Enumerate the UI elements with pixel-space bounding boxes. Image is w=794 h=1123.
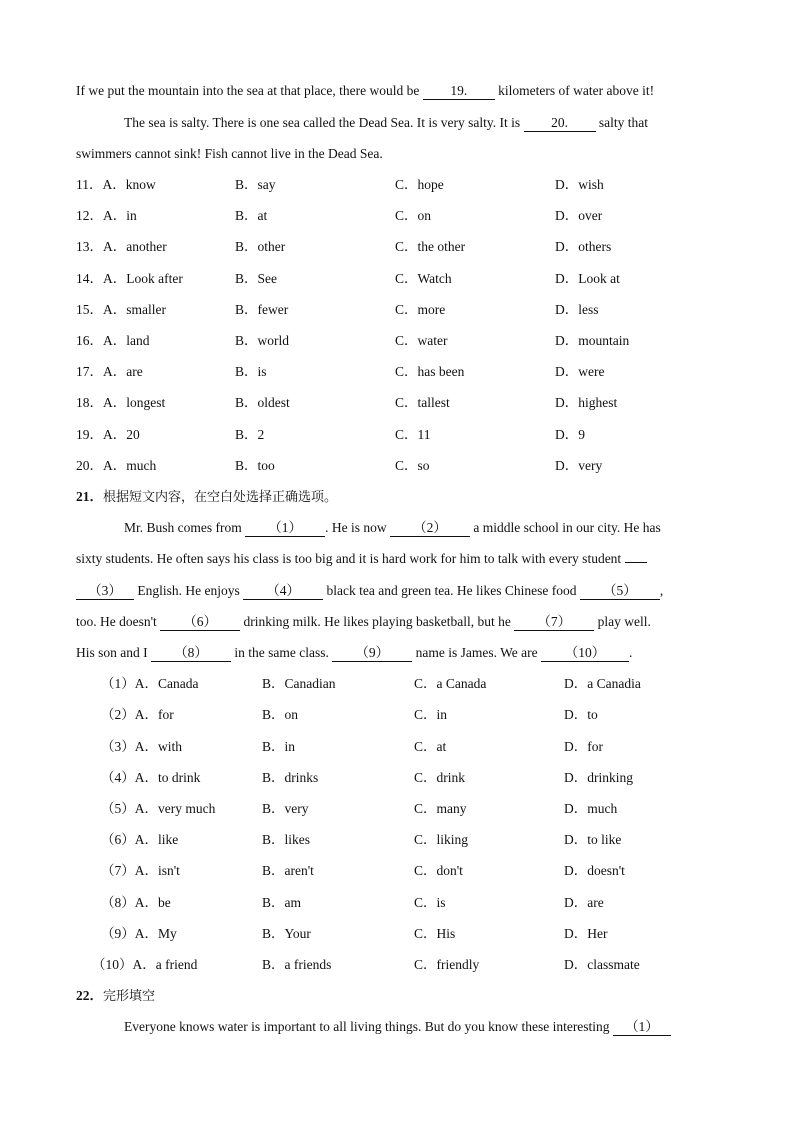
passage-line: swimmers cannot sink! Fish cannot live in the Dead Sea. bbox=[76, 146, 383, 161]
option-a[interactable]: （7）A．isn't bbox=[101, 863, 180, 878]
option-b[interactable]: B．likes bbox=[262, 832, 311, 847]
passage-line bbox=[124, 1018, 671, 1036]
option-d[interactable]: D．wish bbox=[555, 177, 604, 192]
answer-blank-5[interactable]: （5） bbox=[580, 583, 660, 600]
text: English. He enjoys bbox=[137, 583, 240, 598]
option-b[interactable]: B．other bbox=[235, 239, 286, 254]
option-b[interactable]: B．world bbox=[235, 333, 289, 348]
text: play well. bbox=[597, 614, 651, 629]
option-d[interactable]: D．were bbox=[555, 364, 605, 379]
option-a[interactable]: （5）A．very much bbox=[101, 801, 216, 816]
answer-blank-2[interactable]: （2） bbox=[390, 520, 470, 537]
option-c[interactable]: C．water bbox=[395, 333, 448, 348]
option-a[interactable]: （9）A．My bbox=[101, 926, 177, 941]
question-21-heading bbox=[76, 488, 337, 507]
option-d[interactable]: D．less bbox=[555, 302, 599, 317]
option-c[interactable]: C．many bbox=[414, 801, 467, 816]
option-b[interactable]: B．Your bbox=[262, 926, 311, 941]
option-d[interactable]: D．highest bbox=[555, 395, 618, 410]
text: salty that bbox=[598, 115, 648, 130]
question-22-heading bbox=[76, 987, 155, 1006]
option-d[interactable]: D．to like bbox=[564, 832, 622, 847]
option-c[interactable]: C．is bbox=[414, 895, 446, 910]
text: kilometers of water above it! bbox=[498, 83, 655, 98]
answer-blank-20[interactable]: 20. bbox=[524, 115, 596, 132]
option-a[interactable]: （6）A．like bbox=[101, 832, 179, 847]
option-b[interactable]: B．am bbox=[262, 895, 301, 910]
option-d[interactable]: D．for bbox=[564, 739, 603, 754]
answer-blank-9[interactable]: （9） bbox=[332, 645, 412, 662]
option-a[interactable]: 18．A．longest bbox=[76, 395, 166, 410]
text: a middle school in our city. He has bbox=[473, 520, 661, 535]
question-instruction: 根据短文内容，在空白处选择正确选项。 bbox=[103, 490, 338, 505]
passage-line bbox=[76, 613, 651, 631]
option-d[interactable]: D．much bbox=[564, 801, 618, 816]
text: The sea is salty. There is one sea called the Dead Sea. It is very salty. It is bbox=[124, 115, 521, 130]
option-a[interactable]: 16．A．land bbox=[76, 333, 150, 348]
answer-blank-3-start[interactable] bbox=[625, 562, 647, 563]
option-c[interactable]: C．don't bbox=[414, 863, 463, 878]
option-a[interactable]: （8）A．be bbox=[101, 895, 171, 910]
option-d[interactable]: D．a Canadia bbox=[564, 676, 641, 691]
option-a[interactable]: （3）A．with bbox=[101, 739, 182, 754]
option-d[interactable]: D．Her bbox=[564, 926, 608, 941]
option-c[interactable]: C．hope bbox=[395, 177, 444, 192]
option-d[interactable]: D．to bbox=[564, 707, 598, 722]
text: Everyone knows water is important to all living things. But do you know these interesting bbox=[124, 1019, 610, 1034]
option-c[interactable]: C．has been bbox=[395, 364, 465, 379]
text: black tea and green tea. He likes Chinese food bbox=[326, 583, 577, 598]
option-d[interactable]: D．drinking bbox=[564, 770, 633, 785]
option-c[interactable]: C．at bbox=[414, 739, 447, 754]
option-c[interactable]: C．on bbox=[395, 208, 432, 223]
passage-line bbox=[76, 550, 647, 568]
text: . He is now bbox=[325, 520, 387, 535]
answer-blank-10[interactable]: （10） bbox=[541, 645, 629, 662]
option-d[interactable]: D．Look at bbox=[555, 271, 620, 286]
answer-blank-19[interactable]: 19. bbox=[423, 83, 495, 100]
answer-blank-1[interactable]: （1） bbox=[613, 1019, 671, 1036]
option-d[interactable]: D．are bbox=[564, 895, 604, 910]
option-a[interactable]: 12．A．in bbox=[76, 208, 137, 223]
option-a[interactable]: 19．A．20 bbox=[76, 427, 140, 442]
option-b[interactable]: B．aren't bbox=[262, 863, 314, 878]
passage-line bbox=[76, 582, 663, 600]
option-b[interactable]: B．drinks bbox=[262, 770, 319, 785]
option-b[interactable]: B．Canadian bbox=[262, 676, 336, 691]
option-b[interactable]: B．See bbox=[235, 271, 277, 286]
option-a[interactable]: （4）A．to drink bbox=[101, 770, 201, 785]
option-d[interactable]: D．over bbox=[555, 208, 603, 223]
answer-blank-7[interactable]: （7） bbox=[514, 614, 594, 631]
option-c[interactable]: C．friendly bbox=[414, 957, 480, 972]
passage-line bbox=[124, 114, 648, 132]
option-c[interactable]: C．liking bbox=[414, 832, 469, 847]
option-b[interactable]: B．on bbox=[262, 707, 299, 722]
option-a[interactable]: 14．A．Look after bbox=[76, 271, 183, 286]
option-c[interactable]: C．Watch bbox=[395, 271, 452, 286]
option-d[interactable]: D．others bbox=[555, 239, 612, 254]
option-a[interactable]: （1）A．Canada bbox=[101, 676, 199, 691]
option-a[interactable]: （2）A．for bbox=[101, 707, 174, 722]
option-b[interactable]: B．a friends bbox=[262, 957, 332, 972]
option-d[interactable]: D．classmate bbox=[564, 957, 640, 972]
option-d[interactable]: D．doesn't bbox=[564, 863, 625, 878]
option-d[interactable]: D．mountain bbox=[555, 333, 630, 348]
answer-blank-4[interactable]: （4） bbox=[243, 583, 323, 600]
option-c[interactable]: C．a Canada bbox=[414, 676, 487, 691]
question-number: 22． bbox=[76, 988, 103, 1003]
passage-line bbox=[124, 519, 661, 537]
text: in the same class. bbox=[234, 645, 329, 660]
option-b[interactable]: B．oldest bbox=[235, 395, 290, 410]
answer-blank-8[interactable]: （8） bbox=[151, 645, 231, 662]
text: If we put the mountain into the sea at that place, there would be bbox=[76, 83, 420, 98]
option-a[interactable]: 17．A．are bbox=[76, 364, 143, 379]
option-b[interactable]: B．fewer bbox=[235, 302, 289, 317]
option-c[interactable]: C．more bbox=[395, 302, 446, 317]
option-c[interactable]: C．so bbox=[395, 458, 430, 473]
passage-line bbox=[76, 82, 654, 100]
option-b[interactable]: B．in bbox=[262, 739, 296, 754]
option-b[interactable]: B．very bbox=[262, 801, 309, 816]
question-number: 21． bbox=[76, 489, 103, 504]
passage-line bbox=[76, 644, 632, 662]
option-c[interactable]: C．in bbox=[414, 707, 448, 722]
option-b[interactable]: B．at bbox=[235, 208, 268, 223]
option-b[interactable]: B．2 bbox=[235, 427, 265, 442]
option-a[interactable]: 15．A．smaller bbox=[76, 302, 166, 317]
option-d[interactable]: D．9 bbox=[555, 427, 585, 442]
option-a[interactable]: 20．A．much bbox=[76, 458, 157, 473]
answer-blank-3[interactable]: （3） bbox=[76, 583, 134, 600]
option-c[interactable]: C．11 bbox=[395, 427, 431, 442]
option-c[interactable]: C．His bbox=[414, 926, 456, 941]
option-a[interactable]: 13．A．another bbox=[76, 239, 167, 254]
answer-blank-6[interactable]: （6） bbox=[160, 614, 240, 631]
text: Mr. Bush comes from bbox=[124, 520, 242, 535]
option-b[interactable]: B．is bbox=[235, 364, 267, 379]
option-c[interactable]: C．drink bbox=[414, 770, 466, 785]
question-instruction: 完形填空 bbox=[103, 989, 156, 1004]
option-c[interactable]: C．the other bbox=[395, 239, 466, 254]
text: too. He doesn't bbox=[76, 614, 157, 629]
option-d[interactable]: D．very bbox=[555, 458, 603, 473]
option-b[interactable]: B．too bbox=[235, 458, 275, 473]
option-a[interactable]: （10）A．a friend bbox=[92, 957, 198, 972]
text: , bbox=[659, 583, 664, 598]
answer-blank-1[interactable]: （1） bbox=[245, 520, 325, 537]
text: name is James. We are bbox=[415, 645, 538, 660]
text: . bbox=[628, 645, 633, 660]
text: drinking milk. He likes playing basketball, but he bbox=[243, 614, 511, 629]
text: His son and I bbox=[76, 645, 148, 660]
text: sixty students. He often says his class is too big and it is hard work for him to talk with every student bbox=[76, 551, 622, 566]
option-c[interactable]: C．tallest bbox=[395, 395, 450, 410]
option-b[interactable]: B．say bbox=[235, 177, 276, 192]
option-a[interactable]: 11．A．know bbox=[76, 177, 156, 192]
